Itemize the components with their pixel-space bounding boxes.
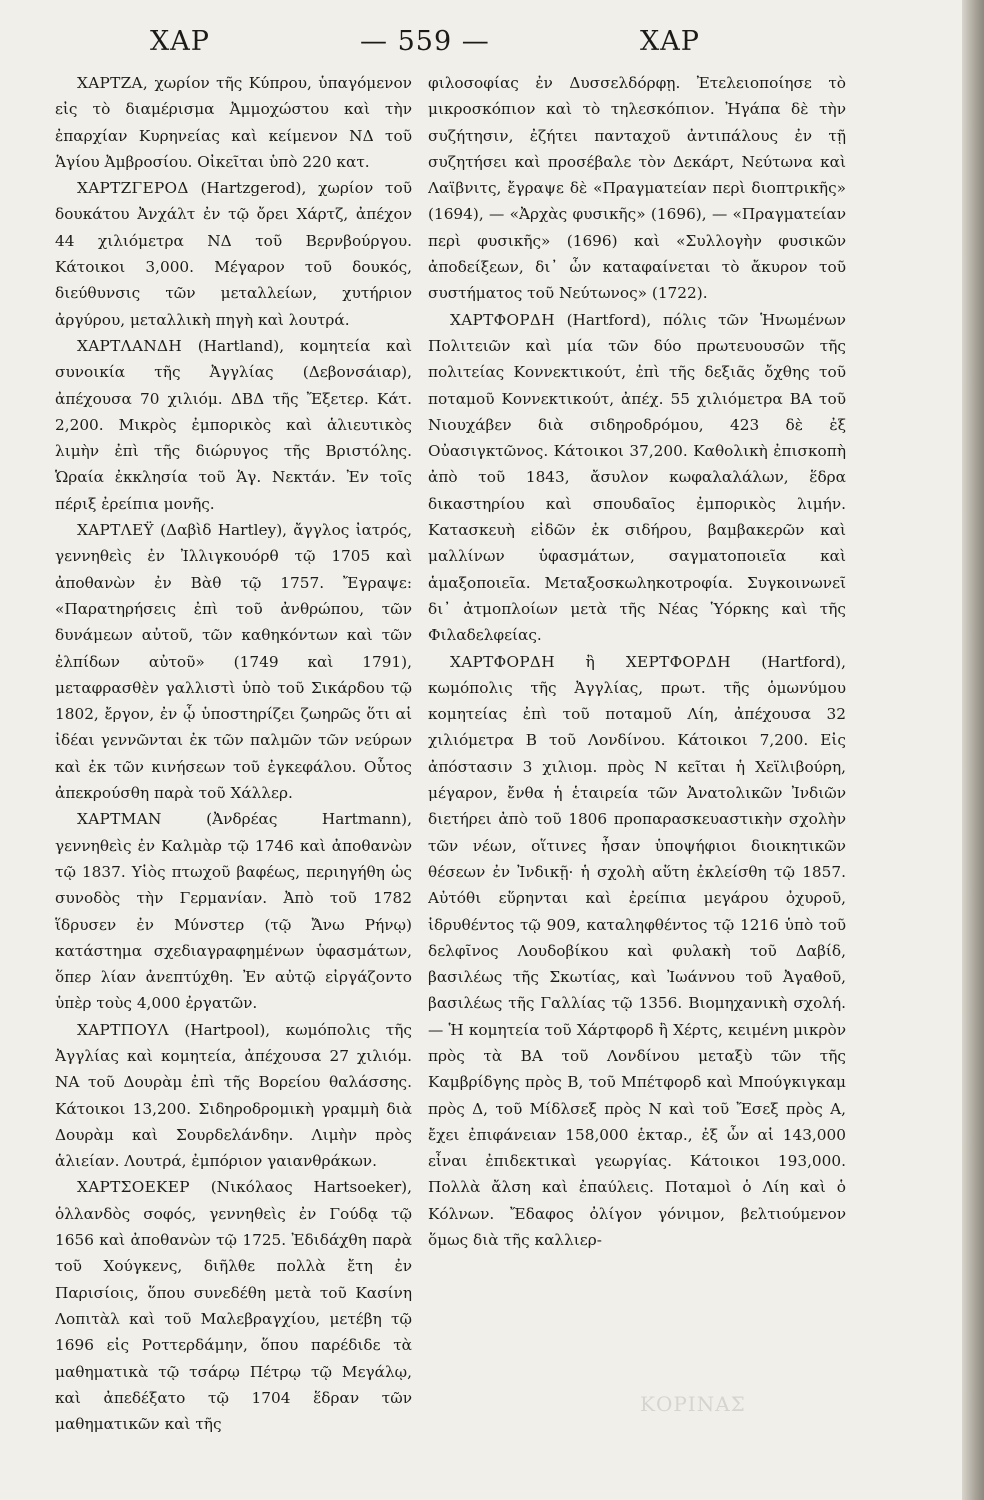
dictionary-entry (55, 70, 412, 175)
entry-headword: ΧΑΡΤΣΟΕΚΕΡ (77, 1178, 190, 1197)
entry-headword: ΧΑΡΤΛΕΫ (77, 521, 154, 540)
watermark-text: ΚΟΡΙΝΑΣ (640, 1392, 746, 1416)
entry-text: (Hartford), κωμόπολις τῆς Ἀγγλίας, πρωτ. τῆς ὁμωνύμου κομητείας ἐπὶ τοῦ ποταμοῦ Λίη, ἀπέχουσα 32 χιλιόμετρα Β τοῦ Λονδίνου. Κάτοικοι 7,200. Εἰς ἀπόστασιν 3 χιλιομ. πρὸς Ν κεῖται ἡ Χεϊλιβούρη, μέγαρον, ἔνθα ἡ ἑταιρεία τῶν Ἀνατολικῶν Ἰνδιῶν διετήρει ἀπὸ τοῦ 1806 προπαρασκευαστικὴν σχολὴν τῶν νέων, οἵτινες ἦσαν ὑποψήφιοι διοικητικῶν θέσεων ἐν Ἰνδικῇ· ἡ σχολὴ αὕτη ἐκλείσθη τῷ 1857. Αὐτόθι εὕρηνται καὶ ἐρείπια μεγάρου ὀχυροῦ, ἱδρυθέντος τῷ 909, καταληφθέντος τῷ 1216 ὑπὸ τοῦ δελφῖνος Λουδοβίκου καὶ φυλακὴ τοῦ Δαβίδ, βασιλέως τῆς Σκωτίας, καὶ Ἰωάννου τοῦ Ἀγαθοῦ, βασιλέως τῆς Γαλλίας τῷ 1356. Βιομηχανικὴ σχολή. — Ἡ κομητεία τοῦ Χάρτφορδ ἢ Χέρτς, κειμένη μικρὸν πρὸς τὰ ΒΑ τοῦ Λονδίνου μεταξὺ τῶν τῆς Καμβρίδγης πρὸς Β, τοῦ Μπέτφορδ καὶ Μπούγκιγκαμ πρὸς Δ, τοῦ Μίδλσεξ πρὸς Ν καὶ τοῦ Ἔσεξ πρὸς Α, ἔχει ἐπιφάνειαν 158,000 ἑκταρ., ἐξ ὧν αἱ 143,000 εἶναι ἐπιδεκτικαὶ γεωργίας. Κάτοικοι 193,000. Πολλὰ ἄλση καὶ ἐπαύλεις. Ποταμοὶ ὁ Λίη καὶ ὁ Κόλνων. Ἔδαφος ὀλίγον γόνιμον, βελτιούμενον ὅμως διὰ τῆς καλλιερ- (428, 652, 846, 1250)
left-column (55, 70, 412, 1490)
dictionary-entry (428, 70, 846, 307)
dictionary-entry (428, 649, 846, 1254)
entry-headword: ΧΑΡΤΖΓΕΡΟΔ (77, 179, 189, 198)
entry-text: (Νικόλαος Hartsoeker), ὁλλανδὸς σοφός, γεννηθεὶς ἐν Γούδᾳ τῷ 1656 καὶ ἀποθανὼν τῷ 1725. Ἐδιδάχθη παρὰ τοῦ Χούγκενς, διῆλθε πολλὰ ἔτη ἐν Παρισίοις, ὅπου συνεδέθη μετὰ τοῦ Κασίνη Λοπιτὰλ καὶ τοῦ Μαλεβραγχίου, μετέβη τῷ 1696 εἰς Ροττερδάμην, ὅπου παρέδιδε τὰ μαθηματικὰ τῷ τσάρῳ Πέτρῳ τῷ Μεγάλῳ, καὶ ἀπεδέξατο τῷ 1704 ἕδραν τῶν μαθηματικῶν καὶ τῆς (55, 1178, 412, 1434)
entry-headword: ΧΑΡΤΦΟΡΔΗ ἢ ΧΕΡΤΦΟΡΔΗ (450, 652, 731, 671)
entry-headword: ΧΑΡΤΛΑΝΔΗ (77, 336, 182, 355)
running-header (0, 22, 962, 66)
dictionary-entry (55, 1174, 412, 1437)
header-right-word: ΧΑΡ (640, 26, 700, 57)
entry-headword: ΧΑΡΤΦΟΡΔΗ (450, 310, 555, 329)
entry-text: (Hartpool), κωμόπολις τῆς Ἀγγλίας καὶ κομητεία, ἀπέχουσα 27 χιλιόμ. ΝΑ τοῦ Δουρὰμ ἐπὶ τῆς Βορείου θαλάσσης. Κάτοικοι 13,200. Σιδηροδρομικὴ γραμμὴ διὰ Δουρὰμ καὶ Σουρδελάνδην. Λιμὴν πρὸς ἁλιείαν. Λουτρά, ἐμπόριον γαιανθράκων. (55, 1020, 412, 1171)
entry-headword: ΧΑΡΤΠΟΥΛ (77, 1020, 169, 1039)
entry-text: χωρίον τῆς Κύπρου, ὑπαγόμενον εἰς τὸ διαμέρισμα Ἀμμοχώστου καὶ τὴν ἐπαρχίαν Κυρηνείας καὶ κείμενον ΝΔ τοῦ Ἁγίου Ἀμβροσίου. Οἰκεῖται ὑπὸ 220 κατ. (55, 74, 412, 171)
entry-headword: ΧΑΡΤΜΑΝ (77, 810, 162, 829)
dictionary-entry (428, 307, 846, 649)
dictionary-entry (55, 175, 412, 333)
page-edge-shadow (962, 0, 984, 1500)
entry-headword: ΧΑΡΤΖΑ, (77, 74, 149, 92)
dictionary-entry (55, 806, 412, 1016)
entry-text: (Hartzgerod), χωρίον τοῦ δουκάτου Ἀνχάλτ ἐν τῷ ὄρει Χάρτζ, ἀπέχον 44 χιλιόμετρα ΝΔ τοῦ Βερνβούργου. Κάτοικοι 3,000. Μέγαρον τοῦ δουκός, διεύθυνσις τῶν μεταλλείων, χυτήριον ἀργύρου, μεταλλικὴ πηγὴ καὶ λουτρά. (55, 179, 412, 329)
entry-text: (Hartford), πόλις τῶν Ἡνωμένων Πολιτειῶν καὶ μία τῶν δύο πρωτευουσῶν τῆς πολιτείας Κοννεκτικούτ, ἐπὶ τῆς δεξιᾶς ὄχθης τοῦ ποταμοῦ Κοννεκτικούτ, ἀπέχ. 55 χιλιόμετρα ΒΑ τοῦ Νιουχάβεν διὰ σιδηροδρόμου, 423 δὲ ἐξ Οὐασιγκτῶνος. Κάτοικοι 37,200. Καθολικὴ ἐπισκοπὴ ἀπὸ τοῦ 1843, ἄσυλον κωφαλαλάλων, ἕδρα δικαστηρίου καὶ σπουδαῖος ἐμπορικὸς λιμήν. Κατασκευὴ εἰδῶν ἐκ σιδήρου, βαμβακερῶν καὶ μαλλίνων ὑφασμάτων, σαγματοποιεῖα καὶ ἁμαξοποιεῖα. Μεταξοσκωληκοτροφία. Συγκοινωνεῖ δι᾽ ἀτμοπλοίων μετὰ τῆς Νέας Ὑόρκης καὶ τῆς Φιλαδελφείας. (428, 310, 846, 645)
header-left-word: ΧΑΡ (150, 26, 210, 57)
dictionary-entry (55, 517, 412, 806)
entry-text: (Δαβὶδ Hartley), ἄγγλος ἰατρός, γεννηθεὶς ἐν Ἰλλιγκουόρθ τῷ 1705 καὶ ἀποθανὼν ἐν Βὰθ τῷ 1757. Ἔγραψε: «Παρατηρήσεις ἐπὶ τοῦ ἀνθρώπου, τῶν δυνάμεων αὐτοῦ, τῶν καθηκόντων καὶ τῶν ἐλπίδων αὐτοῦ» (1749 καὶ 1791), μεταφρασθὲν γαλλιστὶ ὑπὸ τοῦ Σικάρδου τῷ 1802, ἔργον, ἐν ᾧ ὑποστηρίζει ζωηρῶς ὅτι αἱ ἰδέαι γεννῶνται ἐκ τῶν παλμῶν τῶν νεύρων καὶ ἐκ τῶν κινήσεων τοῦ ἐγκεφάλου. Οὗτος ἀπεκρούσθη παρὰ τοῦ Χάλλερ. (55, 521, 412, 803)
entry-text: φιλοσοφίας ἐν Δυσσελδόρφῃ. Ἐτελειοποίησε τὸ μικροσκόπιον καὶ τὸ τηλεσκόπιον. Ἠγάπα δὲ τὴν συζήτησιν, ἐζήτει πανταχοῦ ἀντιπάλους ἐν τῇ συζητήσει καὶ προσέβαλε τὸν Δεκάρτ, Νεύτωνα καὶ Λαϊβνιτς, ἔγραψε δὲ «Πραγματείαν περὶ διοπτρικῆς» (1694), — «Ἀρχὰς φυσικῆς» (1696), — «Πραγματείαν περὶ φυσικῆς» (1696) καὶ «Συλλογὴν φυσικῶν ἀποδείξεων, δι᾽ ὧν καταφαίνεται τὸ ἄκυρον τοῦ συστήματος τοῦ Νεύτωνος» (1722). (428, 74, 846, 303)
dictionary-entry (55, 1017, 412, 1175)
entry-text: (Hartland), κομητεία καὶ συνοικία τῆς Ἀγγλίας (Δεβονσάιαρ), ἀπέχουσα 70 χιλιόμ. ΔΒΔ τῆς Ἔξετερ. Κάτ. 2,200. Μικρὸς ἐμπορικὸς καὶ ἁλιευτικὸς λιμὴν ἐπὶ τῆς διώρυγος τῆς Βριστόλης. Ὡραία ἐκκλησία τοῦ Ἁγ. Νεκτάν. Ἐν τοῖς πέριξ ἐρείπια μονῆς. (55, 336, 412, 513)
entry-text: (Ἀνδρέας Hartmann), γεννηθεὶς ἐν Καλμὰρ τῷ 1746 καὶ ἀποθανὼν τῷ 1837. Υἱὸς πτωχοῦ βαφέως, περιηγήθη ὡς συνοδὸς τὴν Γερμανίαν. Ἀπὸ τοῦ 1782 ἵδρυσεν ἐν Μύνστερ (τῷ Ἄνω Ρήνῳ) κατάστημα σχεδιαγραφημένων ὑφασμάτων, ὅπερ λίαν ἀνεπτύχθη. Ἐν αὐτῷ εἰργάζοντο ὑπὲρ τοὺς 4,000 ἐργατῶν. (55, 810, 412, 1013)
page-number: — 559 — (360, 26, 490, 57)
right-column (428, 70, 846, 1490)
dictionary-entry (55, 333, 412, 517)
